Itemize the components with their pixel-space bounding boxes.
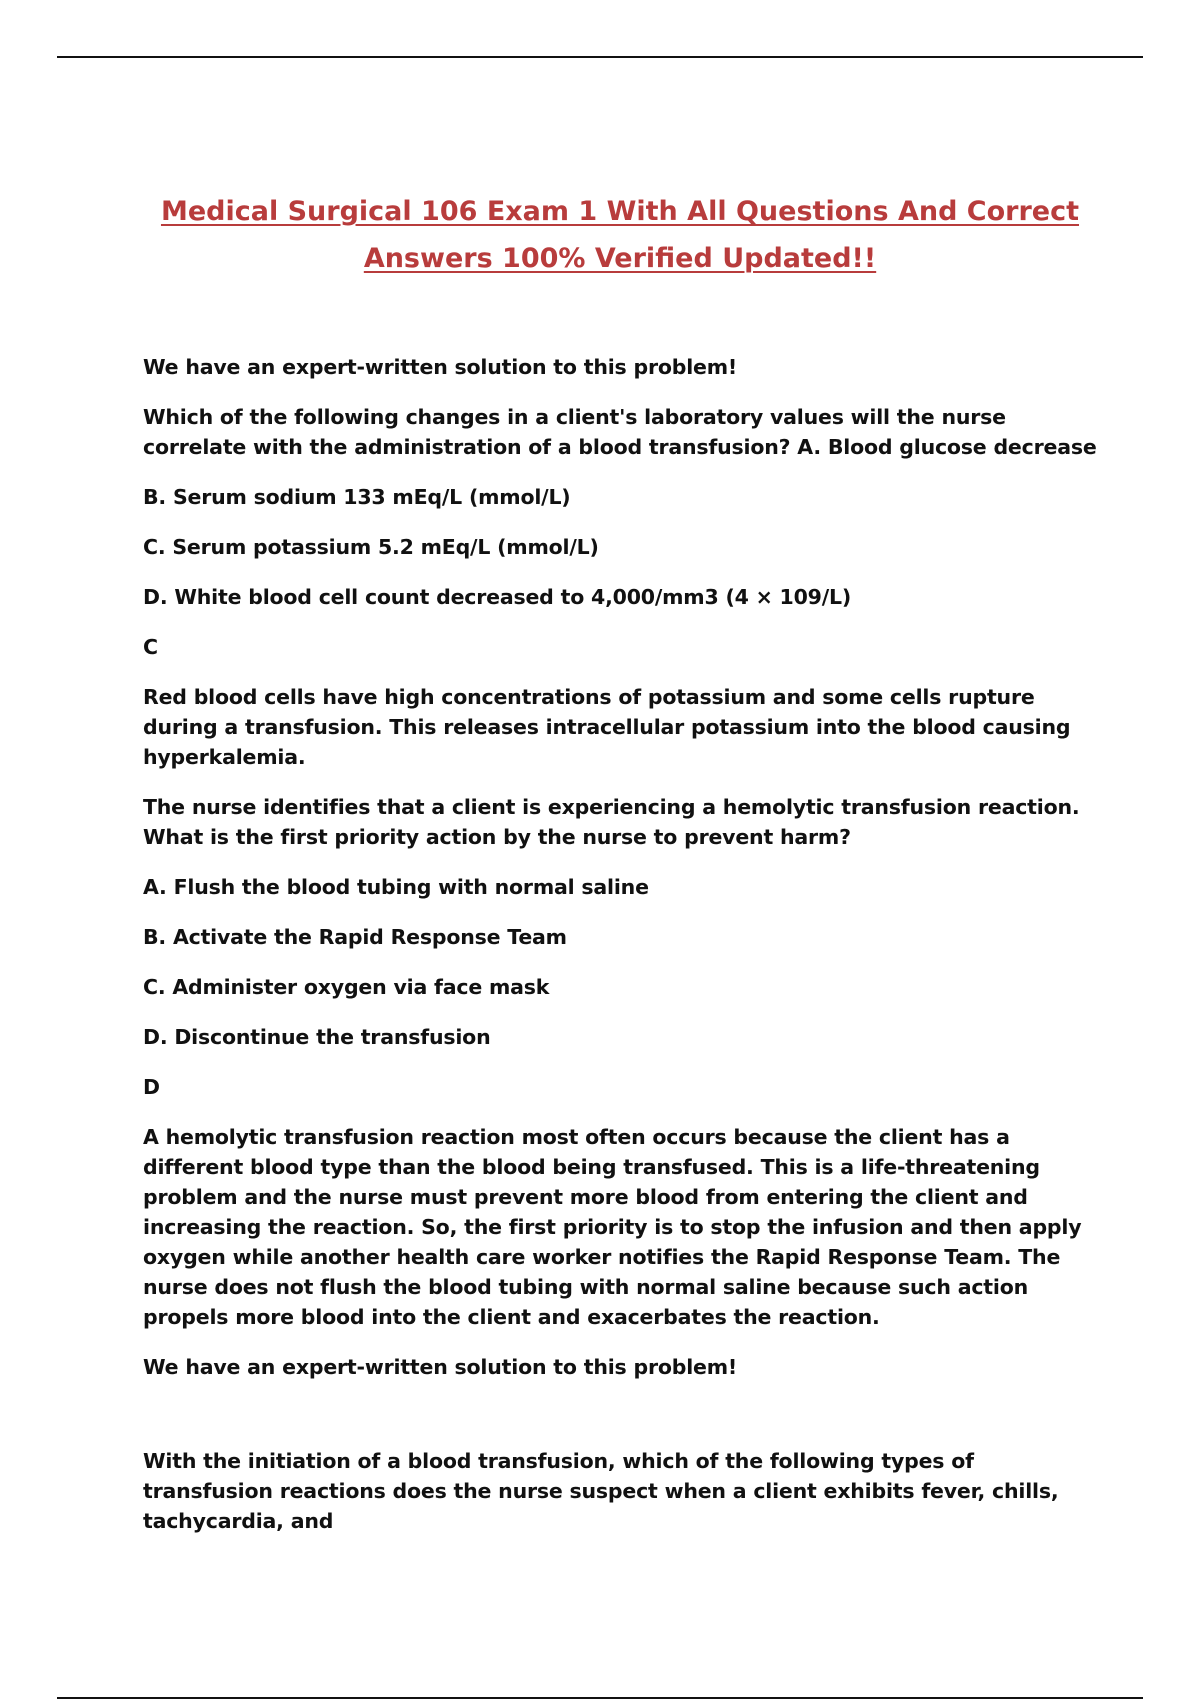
question-1-text: Which of the following changes in a client's laboratory values will the nurse correlate with the administration of a blood transfusion? A. Blood glucose decrease <box>143 405 1097 459</box>
question-2-option-a: A. Flush the blood tubing with normal saline <box>143 875 649 899</box>
question-1-option-c: C. Serum potassium 5.2 mEq/L (mmol/L) <box>143 535 599 559</box>
question-2-option-c: C. Administer oxygen via face mask <box>143 975 550 999</box>
question-2-option-d: D. Discontinue the transfusion <box>143 1025 491 1049</box>
question-1-option-d: D. White blood cell count decreased to 4,000/mm3 (4 × 109/L) <box>143 585 852 609</box>
bottom-rule <box>57 1697 1143 1699</box>
question-2-text: The nurse identifies that a client is experiencing a hemolytic transfusion reaction. What is the first priority action by the nurse to prevent harm? <box>143 795 1080 849</box>
question-3-text: With the initiation of a blood transfusion, which of the following types of transfusion reactions does the nurse suspect when a client exhibits fever, chills, tachycardia, and <box>143 1449 1059 1533</box>
top-rule <box>57 56 1143 58</box>
spacer <box>143 1402 1098 1446</box>
question-1-option-b: B. Serum sodium 133 mEq/L (mmol/L) <box>143 485 571 509</box>
document-title: Medical Surgical 106 Exam 1 With All Questions And Correct Answers 100% Verified Updated!! <box>160 196 1080 274</box>
document-body <box>143 352 1098 1556</box>
paragraph-solution-note: We have an expert-written solution to this problem! <box>143 355 738 379</box>
paragraph-solution-note-2: We have an expert-written solution to this problem! <box>143 1355 738 1379</box>
question-2-answer: D <box>143 1075 160 1099</box>
question-1-rationale: Red blood cells have high concentrations of potassium and some cells rupture during a transfusion. This releases intracellular potassium into the blood causing hyperkalemia. <box>143 685 1071 769</box>
question-2-rationale: A hemolytic transfusion reaction most often occurs because the client has a different blood type than the blood being transfused. This is a life-threatening problem and the nurse must prevent more blood from entering the client and increasing the reaction. So, the first priority is to stop the infusion and then apply oxygen while another health care worker notifies the Rapid Response Team. The nurse does not flush the blood tubing with normal saline because such action propels more blood into the client and exacerbates the reaction. <box>143 1125 1082 1329</box>
question-1-answer: C <box>143 635 158 659</box>
question-2-option-b: B. Activate the Rapid Response Team <box>143 925 567 949</box>
